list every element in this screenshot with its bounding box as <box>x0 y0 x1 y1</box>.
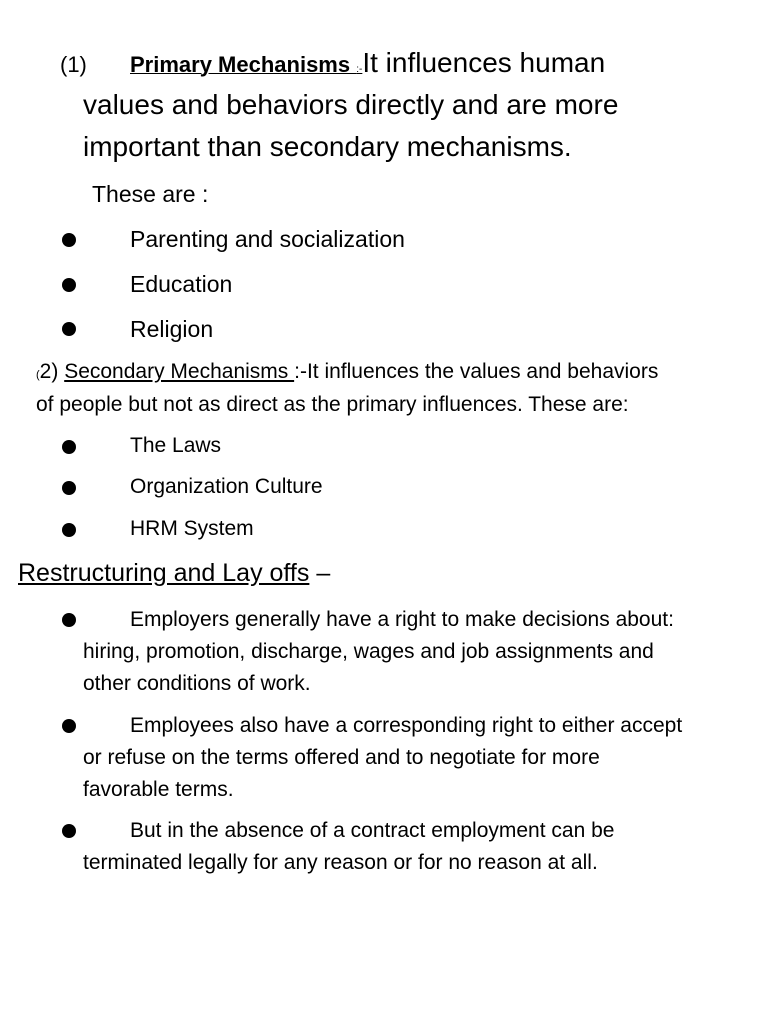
bullet-icon <box>62 440 76 454</box>
point-line: hiring, promotion, discharge, wages and job assignments and <box>83 640 654 663</box>
secondary-line-2: of people but not as direct as the primary influences. These are: <box>36 393 629 416</box>
bullet-icon <box>62 481 76 495</box>
bullet-icon <box>62 613 76 627</box>
primary-item: Religion <box>130 316 214 342</box>
restructuring-point <box>83 815 614 879</box>
primary-line-2: values and behaviors directly and are more <box>83 89 619 120</box>
primary-marker: :- <box>356 64 363 75</box>
secondary-paren: ( <box>36 369 40 381</box>
point-line: Employers generally have a right to make decisions about: <box>130 608 674 631</box>
secondary-item: HRM System <box>130 517 254 540</box>
point-line: Employees also have a corresponding right to either accept <box>130 714 683 737</box>
point-line: or refuse on the terms offered and to negotiate for more <box>83 746 600 769</box>
restructuring-heading: Restructuring and Lay offs <box>18 559 310 587</box>
primary-line-3: important than secondary mechanisms. <box>83 131 572 162</box>
bullet-icon <box>62 824 76 838</box>
bullet-icon <box>62 523 76 537</box>
secondary-heading-line <box>36 360 658 384</box>
point-line: But in the absence of a contract employment can be <box>130 819 615 842</box>
secondary-item: The Laws <box>130 434 222 457</box>
bullet-icon <box>62 278 76 292</box>
bullet-icon <box>62 322 76 336</box>
primary-heading: Primary Mechanisms <box>130 52 357 77</box>
restructuring-point <box>83 604 674 700</box>
point-line: other conditions of work. <box>83 672 311 695</box>
restructuring-point <box>83 710 682 806</box>
bullet-icon <box>62 719 76 733</box>
restructuring-dash: – <box>309 559 331 587</box>
bullet-icon <box>62 233 76 247</box>
primary-number: (1) <box>60 52 87 77</box>
point-line: terminated legally for any reason or for no reason at all. <box>83 851 598 874</box>
restructuring-heading-line <box>18 559 330 588</box>
point-line: favorable terms. <box>83 778 234 801</box>
primary-these-are: These are : <box>92 181 209 207</box>
primary-item: Parenting and socialization <box>130 226 405 252</box>
primary-item: Education <box>130 271 233 297</box>
primary-intro: It influences human <box>362 47 606 78</box>
secondary-intro: :-It influences the values and behaviors <box>294 360 659 383</box>
secondary-item: Organization Culture <box>130 475 323 498</box>
secondary-number: 2) <box>39 360 65 383</box>
secondary-heading: Secondary Mechanisms <box>64 360 295 383</box>
